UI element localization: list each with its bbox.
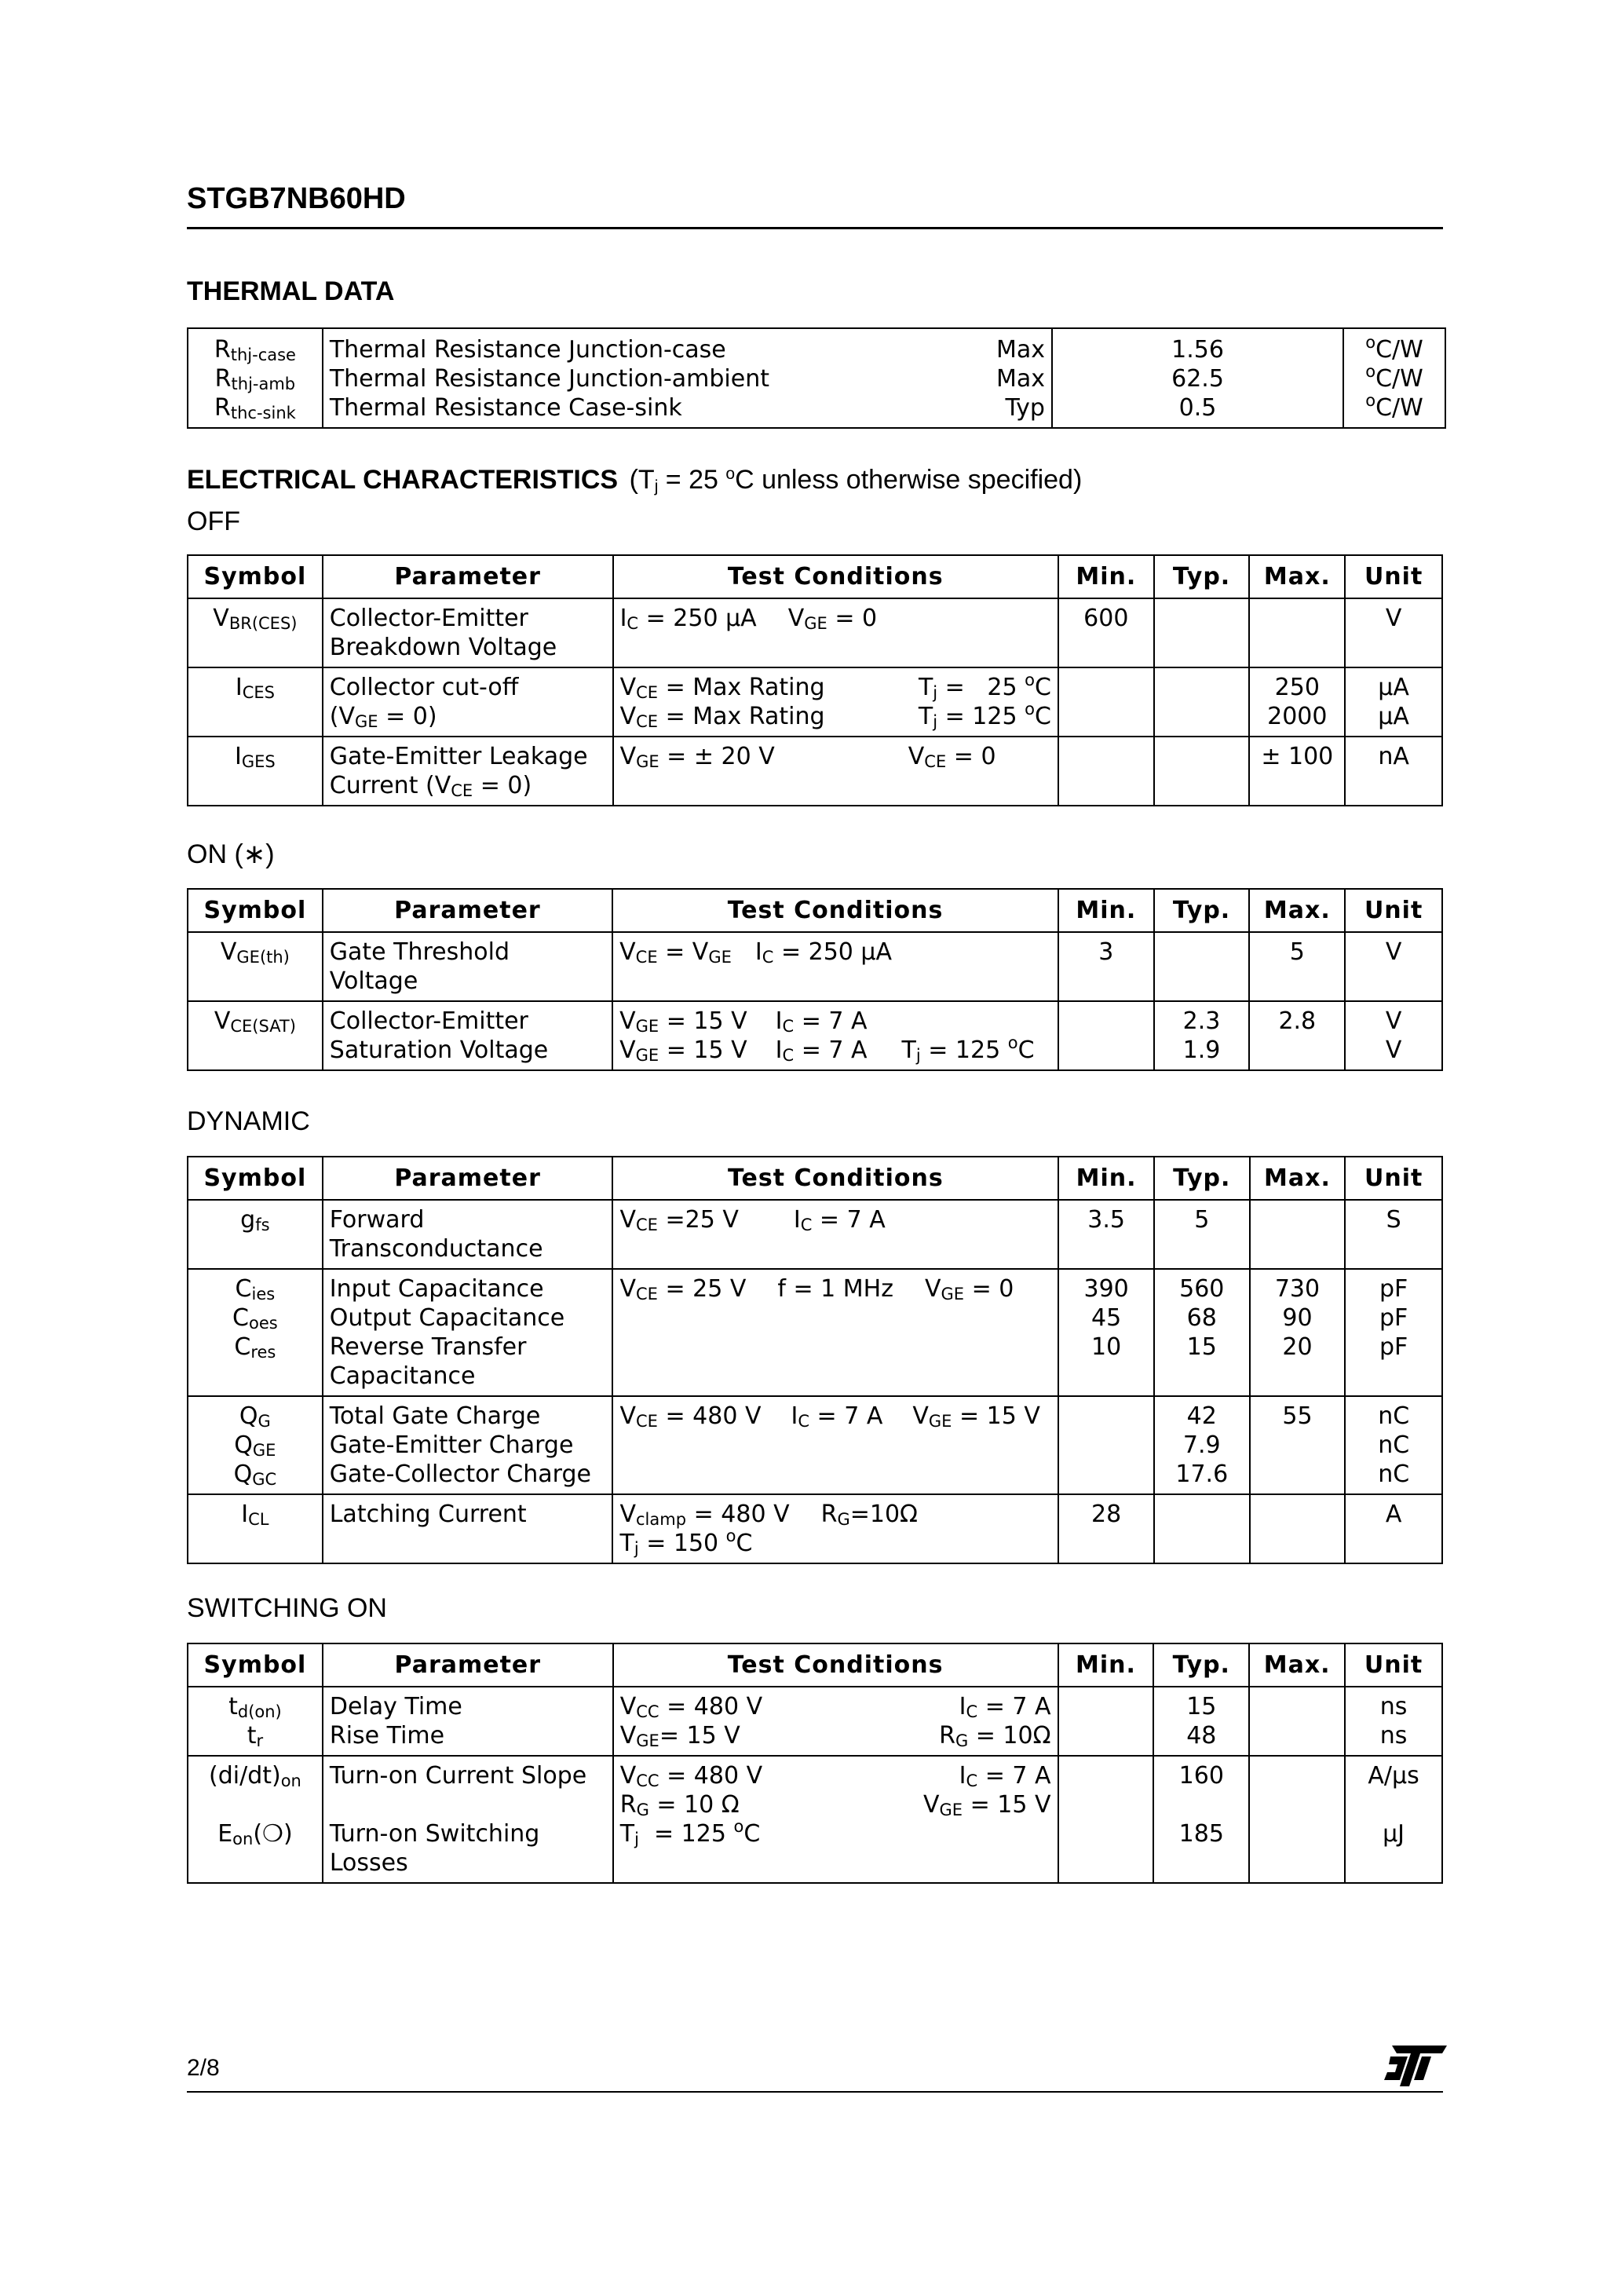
page-number: 2/8	[187, 2055, 220, 2081]
table-row: $I_{CES}$ Collector cut-off $(V_{GE} = 0)$ $V_{CE}$ = Max Rating $T_j = 25$ $^o$C $V_{CE}$ = Max Rating $T_j = 125$ $^o$C 250 2000 µA µA	[188, 667, 1442, 737]
footer-rule	[187, 2091, 1443, 2093]
table-row: $g_{fs}$ Forward Transconductance $V_{CE} =25$ V $I_C = 7$ A 3.5 5 S	[188, 1200, 1442, 1269]
table-row: $C_{ies}$ $C_{oes}$ $C_{res}$ Input Capacitance Output Capacitance Reverse Transfer Capacitance $V_{CE} = 25$ V f = 1 MHz $V_{GE} = 0$ 390 45 10 560 68 15 730 90 20 pF pF pF	[188, 1269, 1442, 1396]
on-table	[187, 888, 1443, 1071]
part-number: STGB7NB60HD	[187, 182, 406, 215]
table-row: $(di/dt)_{on}$ $E_{on}(❍)$ Turn-on Current Slope Turn-on Switching Losses $V_{CC} = 480$ V $I_C = 7$ A $R_G = 10$ Ω $V_{GE} = 15$ V $T_j = 125$ $^o$C 160 185 A/µs µJ	[188, 1756, 1442, 1883]
switching-on-table	[187, 1643, 1443, 1884]
table-row: $t_{d(on)}$ $t_r$ Delay Time Rise Time $V_{CC} = 480$ V $I_C = 7$ A $V_{GE}= 15$ V $R_G = 10\Omega$ 15 48 ns ns	[188, 1687, 1442, 1756]
table-row: $Q_G$ $Q_{GE}$ $Q_{GC}$ Total Gate Charge Gate-Emitter Charge Gate-Collector Charge $V_{CE} = 480$ V $I_C = 7$ A $V_{GE} = 15$ V 42 7.9 17.6 55 nC nC nC	[188, 1396, 1442, 1494]
table-row: $V_{GE(th)}$ Gate Threshold Voltage $V_{CE} = V_{GE}$ $I_C = 250$ µA 3 5 V	[188, 932, 1442, 1001]
off-table	[187, 554, 1443, 806]
thermal-values: 1.56 62.5 0.5	[1052, 328, 1343, 428]
thermal-table	[187, 327, 1446, 429]
section-dynamic: DYNAMIC	[187, 1106, 310, 1136]
st-logo-icon	[1384, 2046, 1447, 2086]
thermal-units: $^o$C/W $^o$C/W $^o$C/W	[1343, 328, 1445, 428]
header-rule	[187, 227, 1443, 229]
section-off: OFF	[187, 506, 240, 536]
electrical-heading: ELECTRICAL CHARACTERISTICS ($T_j = 25$ $^o$C unless otherwise specified)	[187, 465, 1083, 495]
thermal-title: THERMAL DATA	[187, 276, 395, 306]
table-row: $I_{GES}$ Gate-Emitter Leakage Current $(V_{CE} = 0)$ $V_{GE}$ = ± 20 V $V_{CE} = 0$ ± 100 nA	[188, 737, 1442, 806]
thermal-descriptions: Thermal Resistance Junction-case Max Thermal Resistance Junction-ambient Max Thermal Resistance Case-sink Typ	[323, 328, 1052, 428]
header-row: Symbol Parameter Test Conditions Min. Typ. Max. Unit	[188, 555, 1442, 598]
header-row: Symbol Parameter Test Conditions Min. Typ. Max. Unit	[188, 1643, 1442, 1687]
table-row: $V_{CE(SAT)}$ Collector-Emitter Saturation Voltage $V_{GE} = 15$ V $I_C = 7$ A $V_{GE} = 15$ V $I_C = 7$ A $T_j = 125$ $^o$C 2.3 1.9 2.8 V V	[188, 1001, 1442, 1070]
dynamic-table	[187, 1156, 1443, 1564]
thermal-symbols: $R_{thj-case}$ $R_{thj-amb}$ $R_{thc-sink}$	[188, 328, 323, 428]
table-row: $I_{CL}$ Latching Current $V_{clamp} = 480$ V $R_G=10\Omega$ $T_j = 150$ $^o$C 28 A	[188, 1494, 1442, 1563]
header-row: Symbol Parameter Test Conditions Min. Typ. Max. Unit	[188, 1157, 1442, 1200]
table-row: $V_{BR(CES)}$ Collector-Emitter Breakdown Voltage $I_C = 250$ µA $V_{GE} = 0$ 600 V	[188, 598, 1442, 667]
section-switching-on: SWITCHING ON	[187, 1593, 387, 1623]
header-row: Symbol Parameter Test Conditions Min. Typ. Max. Unit	[188, 889, 1442, 932]
section-on: ON (∗)	[187, 839, 275, 869]
